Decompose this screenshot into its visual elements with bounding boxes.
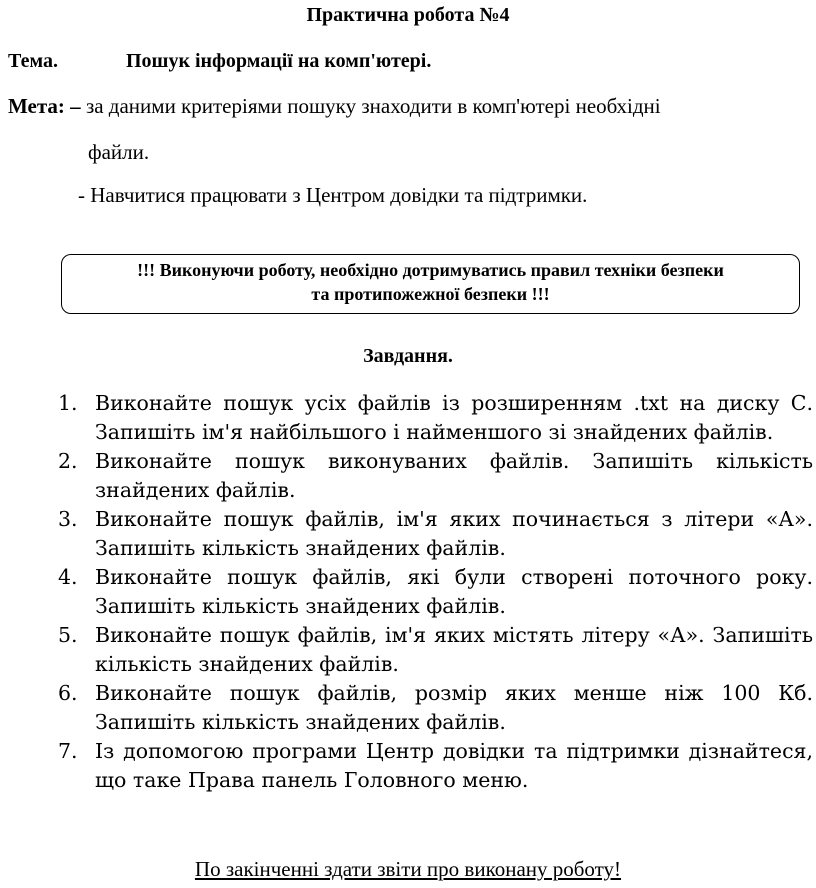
goal-text-1-continued: файли. bbox=[88, 140, 150, 164]
task-number: 7. bbox=[58, 739, 78, 763]
tasks-heading: Завдання. bbox=[363, 345, 453, 367]
task-item-3 bbox=[58, 505, 813, 563]
task-text: Виконайте пошук файлів, ім'я яких починається з літери «А». Запишіть кількість знайдених файлів. bbox=[95, 507, 813, 560]
task-number: 2. bbox=[58, 449, 78, 473]
task-text: Виконайте пошук файлів, які були створені поточного року. Запишіть кількість знайдених файлів. bbox=[95, 565, 813, 618]
task-number: 5. bbox=[58, 623, 78, 647]
task-number: 1. bbox=[58, 391, 78, 415]
task-item-7 bbox=[58, 737, 813, 795]
task-number: 3. bbox=[58, 507, 78, 531]
topic-label: Тема. bbox=[8, 50, 58, 72]
goal-text-2: - Навчитися працювати з Центром довідки та підтримки. bbox=[78, 183, 588, 207]
safety-notice-line-2: та протипожежної безпеки !!! bbox=[311, 284, 550, 304]
task-number: 4. bbox=[58, 565, 78, 589]
task-number: 6. bbox=[58, 681, 78, 705]
safety-notice-line-1: !!! Виконуючи роботу, необхідно дотримуватись правил техніки безпеки bbox=[137, 260, 724, 280]
task-list bbox=[58, 389, 813, 795]
page-title: Практична робота №4 bbox=[306, 4, 510, 26]
topic-text: Пошук інформації на комп'ютері. bbox=[126, 50, 432, 72]
goal-label: Мета: – bbox=[8, 94, 81, 118]
task-item-6 bbox=[58, 679, 813, 737]
task-item-4 bbox=[58, 563, 813, 621]
task-text: Виконайте пошук усіх файлів із розширенням .txt на диску С. Запишіть ім'я найбільшого і найменшого зі знайдених файлів. bbox=[95, 391, 813, 444]
task-item-5 bbox=[58, 621, 813, 679]
task-text: Виконайте пошук виконуваних файлів. Запишіть кількість знайдених файлів. bbox=[95, 449, 813, 502]
safety-notice-box bbox=[61, 254, 800, 314]
goal-text-1: за даними критеріями пошуку знаходити в комп'ютері необхідні bbox=[85, 94, 661, 118]
task-item-1 bbox=[58, 389, 813, 447]
task-item-2 bbox=[58, 447, 813, 505]
task-text: Виконайте пошук файлів, розмір яких менше ніж 100 Кб. Запишіть кількість знайдених файлів. bbox=[95, 681, 813, 734]
goal-line bbox=[8, 94, 661, 119]
task-text: Із допомогою програми Центр довідки та підтримки дізнайтеся, що таке Права панель Головного меню. bbox=[95, 739, 813, 792]
topic-line bbox=[8, 50, 431, 73]
task-text: Виконайте пошук файлів, ім'я яких містять літеру «А». Запишіть кількість знайдених файлів. bbox=[95, 623, 813, 676]
submission-note: По закінченні здати звіти про виконану роботу! bbox=[194, 857, 622, 881]
